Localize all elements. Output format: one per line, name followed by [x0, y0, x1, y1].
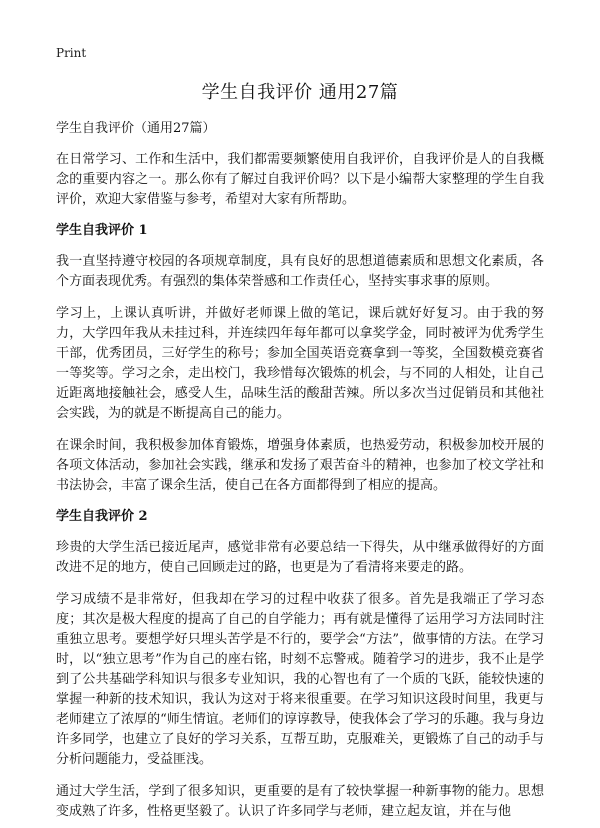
- article-subtitle: 学生自我评价（通用27篇）: [56, 121, 216, 136]
- section-2-paragraph-1: 珍贵的大学生活已接近尾声，感觉非常有必要总结一下得失，从中继承做得好的方面改进不足的地方，使自己回顾走过的路，也更是为了看清将来要走的路。: [56, 540, 544, 575]
- section-heading-1: 学生自我评价 1: [56, 223, 148, 238]
- intro-paragraph: 在日常学习、工作和生活中，我们都需要频繁使用自我评价，自我评价是人的自我概念的重要内容之一。那么你有了解过自我评价吗？以下是小编帮大家整理的学生自我评价，欢迎大家借鉴与参考，希望对大家有所帮助。: [56, 152, 544, 207]
- article-body: [56, 120, 544, 828]
- page-title: 学生自我评价 通用27篇: [201, 82, 399, 103]
- print-link[interactable]: Print: [56, 46, 87, 60]
- section-1-paragraph-3: 在课余时间，我积极参加体育锻炼，增强身体素质，也热爱劳动，积极参加校开展的各项文体活动，参加社会实践，继承和发扬了艰苦奋斗的精神，也参加了校文学社和书法协会，丰富了课余生活，使自己在各方面都得到了相应的提高。: [56, 438, 544, 493]
- section-heading-2: 学生自我评价 2: [56, 509, 148, 524]
- section-1-paragraph-2: 学习上，上课认真听讲，并做好老师课上做的笔记，课后就好好复习。由于我的努力，大学四年我从未挂过科，并连续四年每年都可以拿奖学金，同时被评为优秀学生干部，优秀团员，三好学生的称号；参加全国英语竞赛拿到一等奖，全国数模竞赛省一等奖等。学习之余，走出校门，我珍惜每次锻炼的机会，与不同的人相处，让自己近距离地接触社会，感受人生，品味生活的酸甜苦辣。所以多次当过促销员和其他社会实践，为的就是不断提高自己的能力。: [56, 306, 544, 421]
- section-1-paragraph-1: 我一直坚持遵守校园的各项规章制度，具有良好的思想道德素质和思想文化素质，各个方面表现优秀。有强烈的集体荣誉感和工作责任心，坚持实事求事的原则。: [56, 254, 544, 289]
- section-2-paragraph-2: 学习成绩不是非常好，但我却在学习的过程中收获了很多。首先是我端正了学习态度；其次是极大程度的提高了自己的自学能力；再有就是懂得了运用学习方法同时注重独立思考。要想学好只埋头苦学是不行的，要学会“方法”，做事情的方法。在学习时，以“独立思考”作为自己的座右铭，时刻不忘警戒。随着学习的进步，我不止是学到了公共基础学科知识与很多专业知识，我的心智也有了一个质的飞跃，能较快速的掌握一种新的技术知识，我认为这对于将来很重要。在学习知识这段时间里，我更与老师建立了浓厚的“师生情谊。老师们的谆谆教导，使我体会了学习的乐趣。我与身边许多同学，也建立了良好的学习关系，互帮互助，克服难关，更锻炼了自己的动手与分析问题能力，受益匪浅。: [56, 592, 544, 767]
- section-2-paragraph-3: 通过大学生活，学到了很多知识，更重要的是有了较快掌握一种新事物的能力。思想变成熟了许多，性格更坚毅了。认识了许多同学与老师，建立起友谊，并在与他: [56, 784, 544, 819]
